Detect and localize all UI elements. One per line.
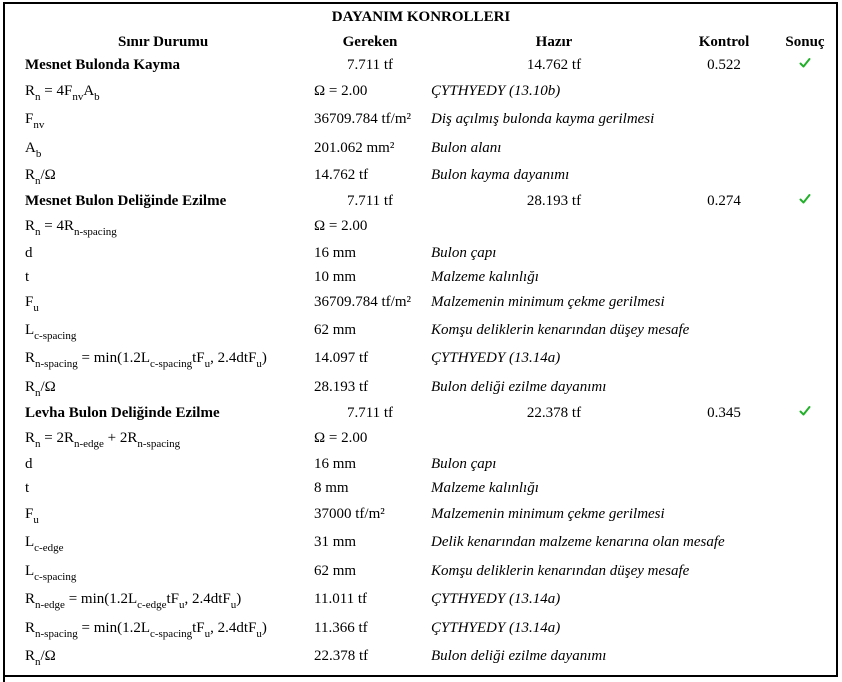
- parameter-description: Bulon deliği ezilme dayanımı: [431, 648, 607, 664]
- parameter-description: ÇYTHYEDY (13.14a): [431, 591, 561, 607]
- parameter-row: [0, 619, 842, 641]
- formula-subscript: b: [35, 148, 42, 160]
- parameter-value: 36709.784 tf/m²: [314, 111, 411, 127]
- formula-text: t: [25, 269, 30, 285]
- formula-subscript: n-spacing: [137, 438, 181, 450]
- parameter-value: Ω = 2.00: [314, 83, 368, 99]
- parameter-value: 8 mm: [314, 480, 349, 496]
- formula-subscript: c-edge: [34, 542, 64, 554]
- parameter-value: Ω = 2.00: [314, 430, 368, 446]
- parameter-description: Malzeme kalınlığı: [431, 269, 539, 285]
- formula-subscript: c-spacing: [34, 330, 77, 342]
- formula-subscript: u: [204, 628, 211, 640]
- parameter-value: 36709.784 tf/m²: [314, 294, 411, 310]
- header-required: Gereken: [342, 34, 398, 50]
- formula-text: = min(1.2L: [77, 350, 150, 366]
- header-row: [0, 33, 842, 55]
- parameter-description: ÇYTHYEDY (13.14a): [431, 350, 561, 366]
- parameter-description: Komşu deliklerin kenarından düşey mesafe: [431, 563, 690, 579]
- parameter-value: 31 mm: [314, 534, 357, 550]
- parameter-description: Bulon alanı: [431, 140, 502, 156]
- formula-text: R: [25, 648, 36, 664]
- formula-subscript: n-edge: [73, 438, 104, 450]
- formula-subscript: c-spacing: [149, 628, 193, 640]
- parameter-description: ÇYTHYEDY (13.10b): [431, 83, 561, 99]
- formula: [25, 321, 77, 342]
- formula-subscript: u: [230, 599, 237, 611]
- formula: [25, 244, 33, 262]
- parameter-value: 62 mm: [314, 563, 357, 579]
- parameter-row: [0, 82, 842, 104]
- formula-subscript: n: [35, 656, 41, 668]
- formula-text: tF: [192, 620, 205, 636]
- formula-text: + 2R: [103, 430, 138, 446]
- formula: [25, 110, 45, 131]
- formula-subscript: u: [33, 302, 39, 314]
- required-value: 7.711 tf: [346, 405, 394, 421]
- parameter-value: 10 mm: [314, 269, 357, 285]
- formula-text: = 2R: [40, 430, 74, 446]
- parameter-value: 14.762 tf: [314, 167, 369, 183]
- header-control: Kontrol: [698, 34, 750, 50]
- formula-subscript: b: [94, 91, 100, 103]
- check-icon: [799, 56, 811, 68]
- formula-text: F: [25, 506, 34, 522]
- formula-text: R: [25, 350, 36, 366]
- header-limit-state: Sınır Durumu: [118, 34, 209, 50]
- formula-subscript: n-edge: [35, 599, 65, 611]
- parameter-row: [0, 479, 842, 501]
- parameter-row: [0, 505, 842, 527]
- formula-text: /Ω: [40, 379, 56, 395]
- formula-text: d: [25, 245, 33, 261]
- parameter-value: 11.011 tf: [314, 591, 368, 607]
- formula-text: = 4F: [40, 83, 73, 99]
- parameter-row: [0, 321, 842, 343]
- formula: [25, 268, 29, 286]
- formula-subscript: n: [35, 387, 41, 399]
- formula-text: = min(1.2L: [77, 620, 150, 636]
- formula: [25, 429, 181, 450]
- parameter-row: [0, 455, 842, 477]
- formula-text: tF: [166, 591, 179, 607]
- parameter-value: 16 mm: [314, 245, 357, 261]
- formula-text: ): [261, 350, 267, 366]
- parameter-row: [0, 647, 842, 669]
- formula-text: t: [25, 480, 30, 496]
- header-result: Sonuç: [785, 34, 825, 50]
- formula: [25, 82, 100, 103]
- header-available: Hazır: [535, 34, 573, 50]
- section-name: Mesnet Bulon Deliğinde Ezilme: [25, 193, 227, 209]
- parameter-value: 11.366 tf: [314, 620, 368, 636]
- formula-text: R: [25, 218, 36, 234]
- formula-subscript: n: [35, 438, 41, 450]
- parameter-description: Delik kenarından malzeme kenarına olan mesafe: [431, 534, 725, 550]
- formula-text: d: [25, 456, 33, 472]
- formula-subscript: n-spacing: [35, 628, 78, 640]
- formula-text: , 2.4dtF: [184, 591, 231, 607]
- formula: [25, 479, 29, 497]
- parameter-row: [0, 562, 842, 584]
- control-ratio: 0.522: [707, 57, 741, 73]
- formula-text: R: [25, 379, 36, 395]
- parameter-row: [0, 429, 842, 451]
- table-title: DAYANIM KONROLLERI: [331, 9, 511, 25]
- required-value: 7.711 tf: [346, 57, 394, 73]
- formula-text: L: [25, 563, 35, 579]
- formula-text: , 2.4dtF: [210, 350, 257, 366]
- formula: [25, 217, 117, 238]
- parameter-description: Bulon kayma dayanımı: [431, 167, 570, 183]
- parameter-value: 37000 tf/m²: [314, 506, 385, 522]
- result-cell: [782, 192, 828, 210]
- formula-text: ): [261, 620, 267, 636]
- formula-text: = 4R: [40, 218, 74, 234]
- control-ratio: 0.274: [707, 193, 741, 209]
- parameter-row: [0, 293, 842, 315]
- parameter-description: Malzemenin minimum çekme gerilmesi: [431, 506, 665, 522]
- formula-subscript: nv: [33, 119, 45, 131]
- parameter-description: Malzemenin minimum çekme gerilmesi: [431, 294, 665, 310]
- parameter-row: [0, 378, 842, 400]
- parameter-description: Bulon çapı: [431, 456, 497, 472]
- formula-text: /Ω: [40, 167, 56, 183]
- formula-subscript: nv: [72, 91, 84, 103]
- formula-text: L: [25, 322, 35, 338]
- check-icon: [799, 404, 811, 416]
- parameter-value: Ω = 2.00: [314, 218, 368, 234]
- result-cell: [782, 56, 828, 74]
- formula: [25, 505, 39, 526]
- formula-subscript: u: [204, 358, 211, 370]
- formula-text: R: [25, 591, 36, 607]
- formula-text: = min(1.2L: [64, 591, 138, 607]
- parameter-value: 14.097 tf: [314, 350, 369, 366]
- result-cell: [782, 404, 828, 422]
- formula: [25, 139, 42, 160]
- formula-subscript: u: [33, 514, 39, 526]
- formula-text: L: [25, 534, 35, 550]
- parameter-row: [0, 166, 842, 188]
- parameter-value: 28.193 tf: [314, 379, 369, 395]
- section-header-row: [0, 192, 842, 214]
- section-name: Mesnet Bulonda Kayma: [25, 57, 181, 73]
- parameter-description: Malzeme kalınlığı: [431, 480, 539, 496]
- required-value: 7.711 tf: [346, 193, 394, 209]
- parameter-row: [0, 217, 842, 239]
- parameter-row: [0, 590, 842, 612]
- parameter-description: Bulon çapı: [431, 245, 497, 261]
- parameter-row: [0, 349, 842, 371]
- formula-subscript: n-spacing: [73, 226, 117, 238]
- formula-subscript: n: [35, 91, 41, 103]
- formula-text: F: [25, 111, 34, 127]
- formula: [25, 562, 77, 583]
- formula: [25, 166, 56, 187]
- formula-text: ): [236, 591, 242, 607]
- control-ratio: 0.345: [707, 405, 741, 421]
- parameter-description: Diş açılmış bulonda kayma gerilmesi: [431, 111, 655, 127]
- formula-subscript: n-spacing: [35, 358, 78, 370]
- available-value: 14.762 tf: [526, 57, 582, 73]
- formula-text: R: [25, 430, 36, 446]
- parameter-row: [0, 139, 842, 161]
- available-value: 22.378 tf: [526, 405, 582, 421]
- formula-subscript: c-edge: [137, 599, 167, 611]
- parameter-description: Bulon deliği ezilme dayanımı: [431, 379, 607, 395]
- formula: [25, 293, 39, 314]
- formula-text: F: [25, 294, 34, 310]
- formula: [25, 647, 56, 668]
- formula-subscript: u: [178, 599, 185, 611]
- formula: [25, 533, 64, 554]
- formula-text: R: [25, 620, 36, 636]
- parameter-row: [0, 268, 842, 290]
- formula-text: /Ω: [40, 648, 56, 664]
- parameter-row: [0, 244, 842, 266]
- formula-text: A: [25, 140, 36, 156]
- formula-text: , 2.4dtF: [210, 620, 257, 636]
- section-header-row: [0, 56, 842, 78]
- formula: [25, 455, 33, 473]
- check-icon: [799, 192, 811, 204]
- formula-subscript: c-spacing: [149, 358, 193, 370]
- formula: [25, 349, 267, 370]
- formula: [25, 619, 267, 640]
- parameter-value: 22.378 tf: [314, 648, 369, 664]
- parameter-value: 16 mm: [314, 456, 357, 472]
- formula-subscript: u: [256, 628, 262, 640]
- parameter-value: 201.062 mm²: [314, 140, 395, 156]
- section-header-row: [0, 404, 842, 426]
- formula-subscript: n: [35, 226, 41, 238]
- parameter-description: ÇYTHYEDY (13.14a): [431, 620, 561, 636]
- frame-edge: [3, 676, 5, 682]
- formula-text: R: [25, 83, 36, 99]
- parameter-row: [0, 533, 842, 555]
- formula-text: R: [25, 167, 36, 183]
- formula: [25, 590, 242, 611]
- formula-subscript: c-spacing: [34, 571, 77, 583]
- available-value: 28.193 tf: [526, 193, 582, 209]
- parameter-value: 62 mm: [314, 322, 357, 338]
- formula: [25, 378, 56, 399]
- formula-subscript: n: [35, 175, 41, 187]
- formula-text: tF: [192, 350, 205, 366]
- parameter-row: [0, 110, 842, 132]
- formula-subscript: u: [256, 358, 262, 370]
- section-name: Levha Bulon Deliğinde Ezilme: [25, 405, 220, 421]
- formula-text: A: [83, 83, 95, 99]
- parameter-description: Komşu deliklerin kenarından düşey mesafe: [431, 322, 690, 338]
